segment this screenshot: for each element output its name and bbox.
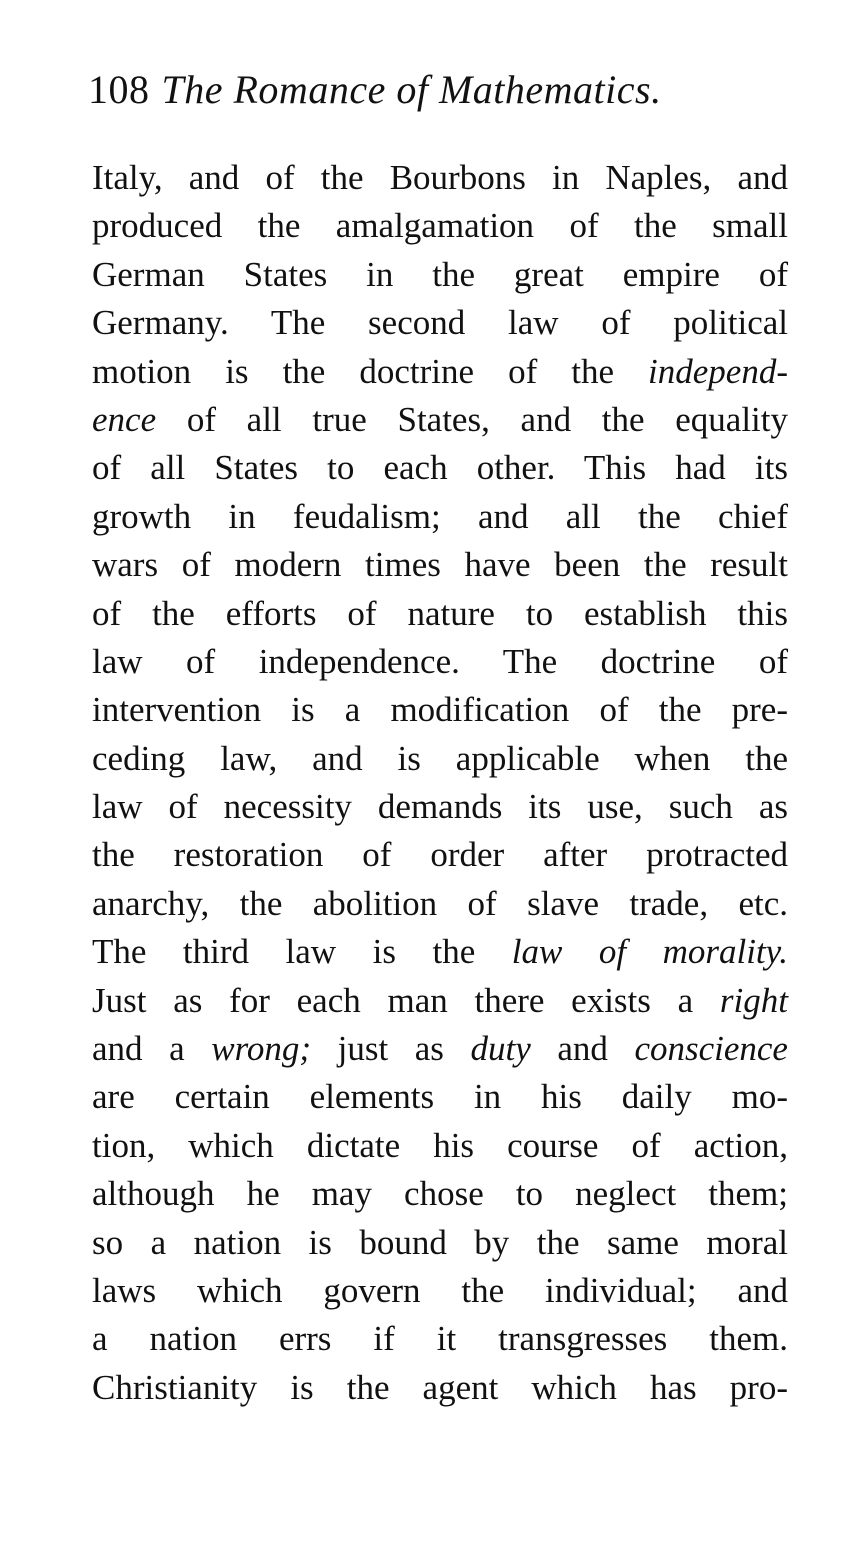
text-line: growth in feudalism; and all the chief bbox=[92, 496, 788, 536]
text-line: ence of all true States, and the equality bbox=[92, 399, 788, 439]
text-line: laws which govern the individual; and bbox=[92, 1270, 788, 1310]
text-line: so a nation is bound by the same moral bbox=[92, 1222, 788, 1262]
italic-text: ence bbox=[92, 399, 157, 439]
text-line: of all States to each other. This had its bbox=[92, 448, 788, 488]
text-line: a nation errs if it transgresses them. bbox=[92, 1319, 788, 1359]
text-line: Germany. The second law of political bbox=[92, 303, 788, 343]
page-number: 108 bbox=[88, 67, 150, 112]
text-line: motion is the doctrine of the independ- bbox=[92, 351, 788, 391]
text-line: ceding law, and is applicable when the bbox=[92, 738, 788, 778]
text-line: tion, which dictate his course of action, bbox=[92, 1125, 788, 1165]
italic-text: law of morality. bbox=[511, 932, 789, 972]
italic-text: wrong; bbox=[211, 1029, 312, 1069]
italic-text: independ- bbox=[648, 351, 788, 391]
text-line: anarchy, the abolition of slave trade, etc. bbox=[92, 883, 788, 923]
text-line: are certain elements in his daily mo- bbox=[92, 1077, 788, 1117]
running-head bbox=[88, 60, 788, 120]
text-line: wars of modern times have been the result bbox=[92, 545, 788, 585]
text-line: intervention is a modification of the pre- bbox=[92, 690, 788, 730]
body-text bbox=[92, 154, 788, 1412]
text-line: and a wrong; just as duty and conscience bbox=[92, 1029, 788, 1069]
text-line: although he may chose to neglect them; bbox=[92, 1174, 788, 1214]
italic-text: right bbox=[719, 980, 788, 1020]
text-line: Italy, and of the Bourbons in Naples, and bbox=[92, 158, 788, 197]
text-line: law of independence. The doctrine of bbox=[92, 641, 788, 681]
text-line: produced the amalgamation of the small bbox=[92, 206, 788, 246]
text-line: the restoration of order after protracted bbox=[92, 835, 788, 875]
italic-text: conscience bbox=[634, 1029, 788, 1069]
text-line: Just as for each man there exists a right bbox=[92, 980, 788, 1020]
italic-text: duty bbox=[470, 1029, 531, 1069]
running-title: The Romance of Mathematics. bbox=[161, 67, 662, 112]
text-line: The third law is the law of morality. bbox=[92, 932, 789, 972]
text-line: Christianity is the agent which has pro- bbox=[92, 1367, 788, 1407]
text-line: of the efforts of nature to establish this bbox=[92, 593, 788, 633]
text-line: German States in the great empire of bbox=[92, 254, 788, 294]
text-line: law of necessity demands its use, such as bbox=[92, 787, 788, 827]
